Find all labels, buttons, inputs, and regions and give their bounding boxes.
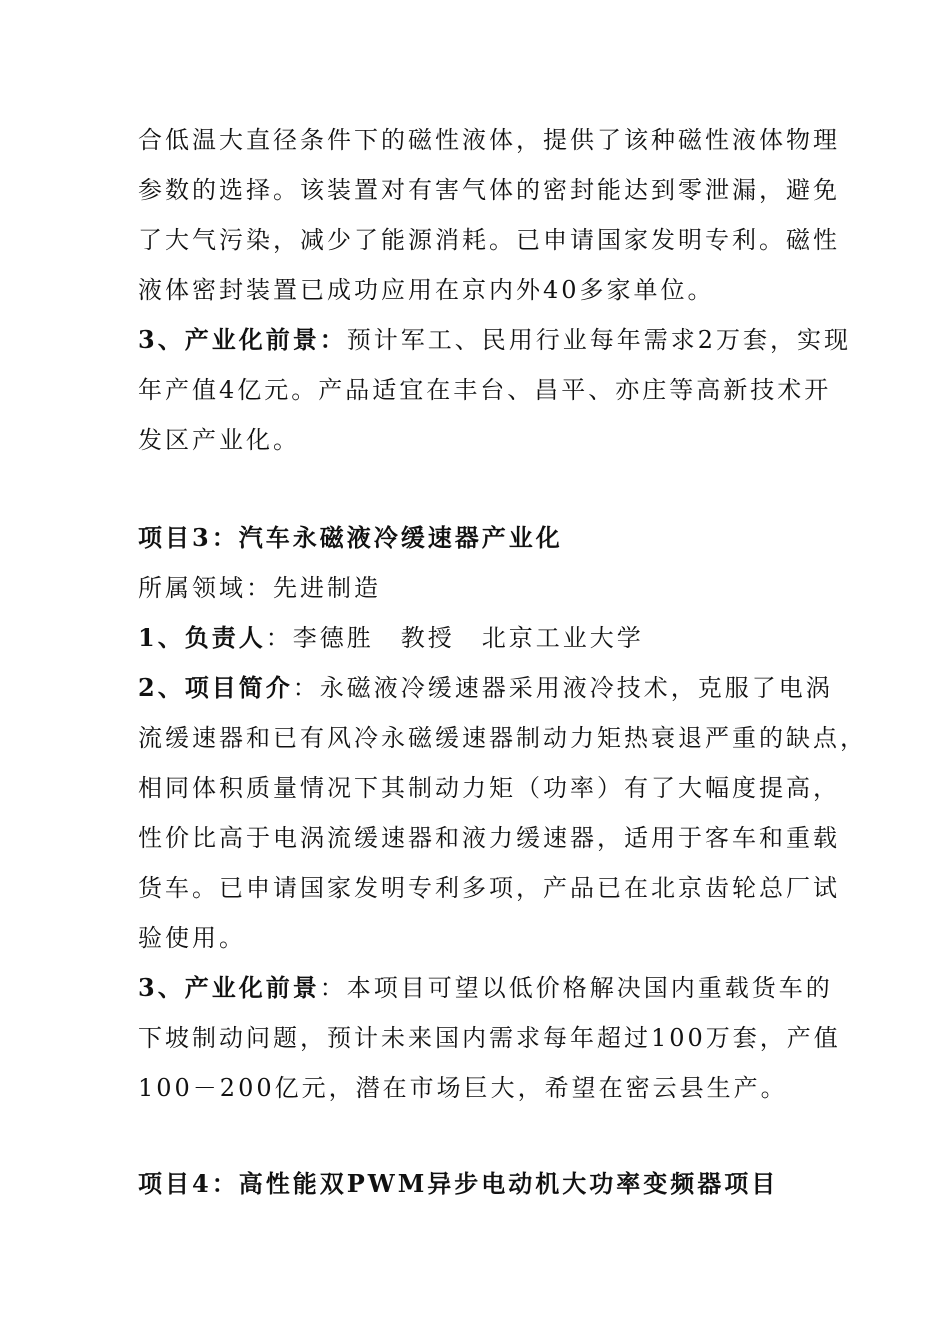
paragraph-line: 验使用。 <box>138 924 246 952</box>
paragraph-line: 性价比高于电涡流缓速器和液力缓速器，适用于客车和重载 <box>138 824 840 852</box>
intro-label: 2、项目简介 <box>138 673 293 702</box>
paragraph-line: 下坡制动问题，预计未来国内需求每年超过100万套，产值 <box>138 1024 841 1052</box>
paragraph-line: 相同体积质量情况下其制动力矩（功率）有了大幅度提高， <box>138 774 840 802</box>
project3-field: 所属领域：先进制造 <box>138 574 381 602</box>
paragraph-line: 了大气污染，减少了能源消耗。已申请国家发明专利。磁性 <box>138 226 840 254</box>
leader-value: ：李德胜 教授 北京工业大学 <box>265 624 644 652</box>
prospect-label: 3、产业化前景 <box>138 973 320 1002</box>
leader-label: 1、负责人 <box>138 623 266 652</box>
prospect-text: ：本项目可望以低价格解决国内重载货车的 <box>319 974 833 1002</box>
project3-title: 项目3：汽车永磁液冷缓速器产业化 <box>138 523 563 552</box>
prospect-line <box>138 324 851 356</box>
paragraph-line: 100－200亿元，潜在市场巨大，希望在密云县生产。 <box>138 1074 788 1102</box>
paragraph-line: 参数的选择。该装置对有害气体的密封能达到零泄漏，避免 <box>138 176 840 204</box>
paragraph-line: 发区产业化。 <box>138 426 300 454</box>
paragraph-line: 流缓速器和已有风冷永磁缓速器制动力矩热衰退严重的缺点， <box>138 724 867 752</box>
project3-leader <box>138 622 644 654</box>
paragraph-line: 货车。已申请国家发明专利多项，产品已在北京齿轮总厂试 <box>138 874 840 902</box>
paragraph-line: 液体密封装置已成功应用在京内外40多家单位。 <box>138 276 715 304</box>
paragraph-line: 合低温大直径条件下的磁性液体，提供了该种磁性液体物理 <box>138 126 840 154</box>
project3-intro <box>138 672 833 704</box>
paragraph-line: 年产值4亿元。产品适宜在丰台、昌平、亦庄等高新技术开 <box>138 376 832 404</box>
project4-title: 项目4：高性能双PWM异步电动机大功率变频器项目 <box>138 1169 779 1198</box>
prospect-text: 预计军工、民用行业每年需求2万套，实现 <box>346 326 851 354</box>
prospect-label: 3、产业化前景： <box>138 325 347 354</box>
project3-prospect <box>138 972 833 1004</box>
intro-text: ：永磁液冷缓速器采用液冷技术，克服了电涡 <box>292 674 833 702</box>
